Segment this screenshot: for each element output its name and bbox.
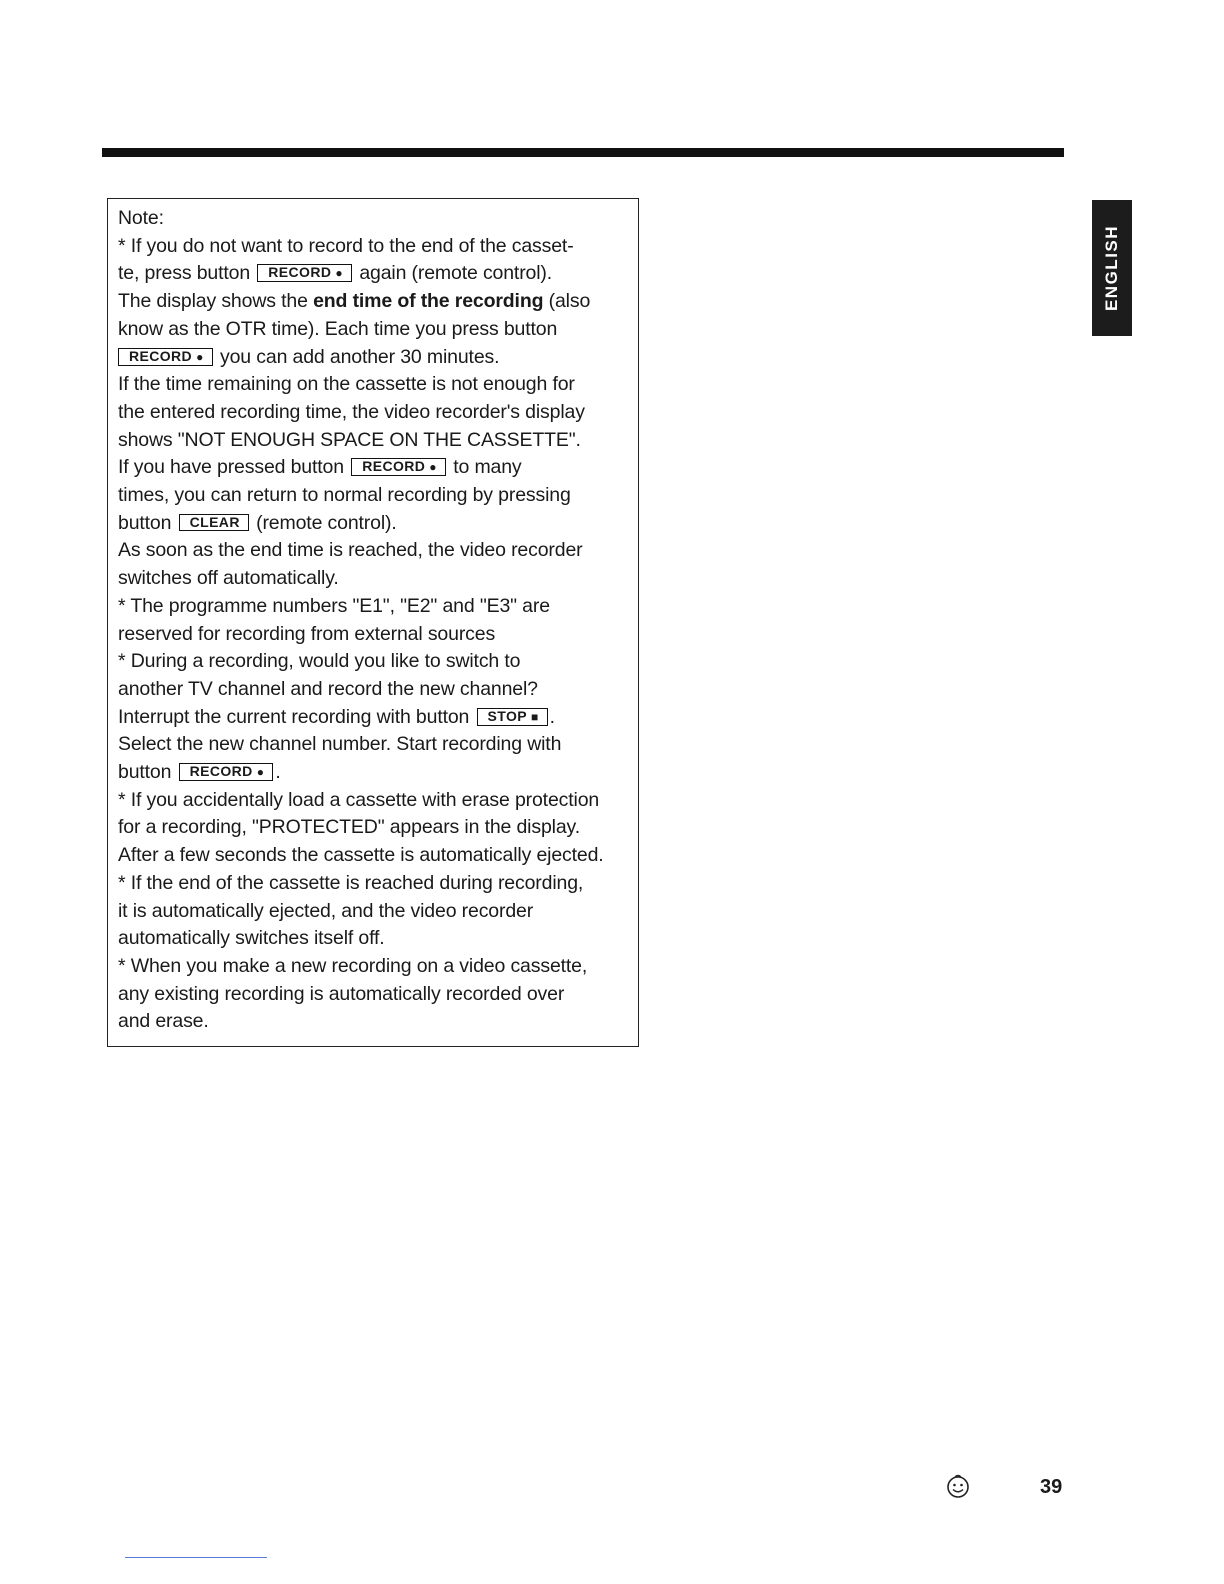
record-dot-icon: ●: [429, 460, 437, 475]
note-line: the entered recording time, the video recorder's display: [118, 400, 585, 423]
top-divider-rule: [102, 148, 1064, 157]
note-line: * If the end of the cassette is reached during recording,: [118, 871, 584, 894]
note-line: any existing recording is automatically recorded over: [118, 982, 565, 1005]
note-line: and erase.: [118, 1010, 209, 1033]
note-line: Interrupt the current recording with button STOP ■ .: [118, 705, 555, 728]
note-heading: Note:: [118, 207, 164, 229]
note-line: te, press button RECORD ● again (remote control).: [118, 262, 553, 285]
stop-square-icon: ■: [531, 709, 539, 724]
language-tab-label: ENGLISH: [1102, 224, 1121, 312]
note-line: switches off automatically.: [118, 567, 339, 590]
note-line: * If you do not want to record to the end of the casset-: [118, 234, 574, 257]
note-line: * When you make a new recording on a video cassette,: [118, 954, 588, 977]
language-tab: [1092, 200, 1132, 336]
note-line: another TV channel and record the new channel?: [118, 677, 538, 700]
page-number: 39: [1040, 1476, 1063, 1498]
note-line: * The programme numbers "E1", "E2" and "E3" are: [118, 594, 550, 617]
record-button-label: RECORD ●: [179, 763, 274, 781]
clear-button-label: CLEAR: [179, 514, 249, 531]
note-line: RECORD ● you can add another 30 minutes.: [118, 344, 628, 372]
note-line: button CLEAR (remote control).: [118, 511, 397, 534]
record-button-label: RECORD ●: [351, 458, 446, 476]
note-line: If you have pressed button RECORD ● to many: [118, 456, 522, 479]
note-line: it is automatically ejected, and the video recorder: [118, 899, 534, 922]
note-line: As soon as the end time is reached, the video recorder: [118, 539, 583, 562]
note-line: * During a recording, would you like to switch to: [118, 650, 521, 673]
stop-button-label: STOP ■: [477, 708, 548, 726]
note-line: know as the OTR time). Each time you press button: [118, 317, 558, 340]
note-line: * If you accidentally load a cassette with erase protection: [118, 788, 600, 811]
note-line: shows "NOT ENOUGH SPACE ON THE CASSETTE".: [118, 428, 581, 451]
record-dot-icon: ●: [335, 266, 344, 281]
note-line: for a recording, "PROTECTED" appears in the display.: [118, 816, 580, 839]
record-button-label: RECORD ●: [257, 264, 352, 282]
smiley-face-icon: [944, 1472, 972, 1500]
note-line: If the time remaining on the cassette is not enough for: [118, 373, 575, 396]
emphasis-end-time: end time of the recording: [313, 290, 544, 313]
record-dot-icon: ●: [196, 349, 204, 364]
footer-rule: [125, 1557, 267, 1558]
record-button-label: RECORD ●: [118, 348, 213, 366]
note-line: Select the new channel number. Start recording with: [118, 733, 562, 756]
note-box: [107, 198, 639, 1047]
note-line: automatically switches itself off.: [118, 927, 385, 950]
record-dot-icon: ●: [256, 765, 265, 780]
note-line: button RECORD ● .: [118, 761, 281, 784]
note-line: The display shows the end time of the recording (also: [118, 290, 591, 313]
note-line: reserved for recording from external sources: [118, 622, 496, 645]
note-line: times, you can return to normal recording by pressing: [118, 484, 571, 507]
note-line: After a few seconds the cassette is automatically ejected.: [118, 844, 604, 867]
